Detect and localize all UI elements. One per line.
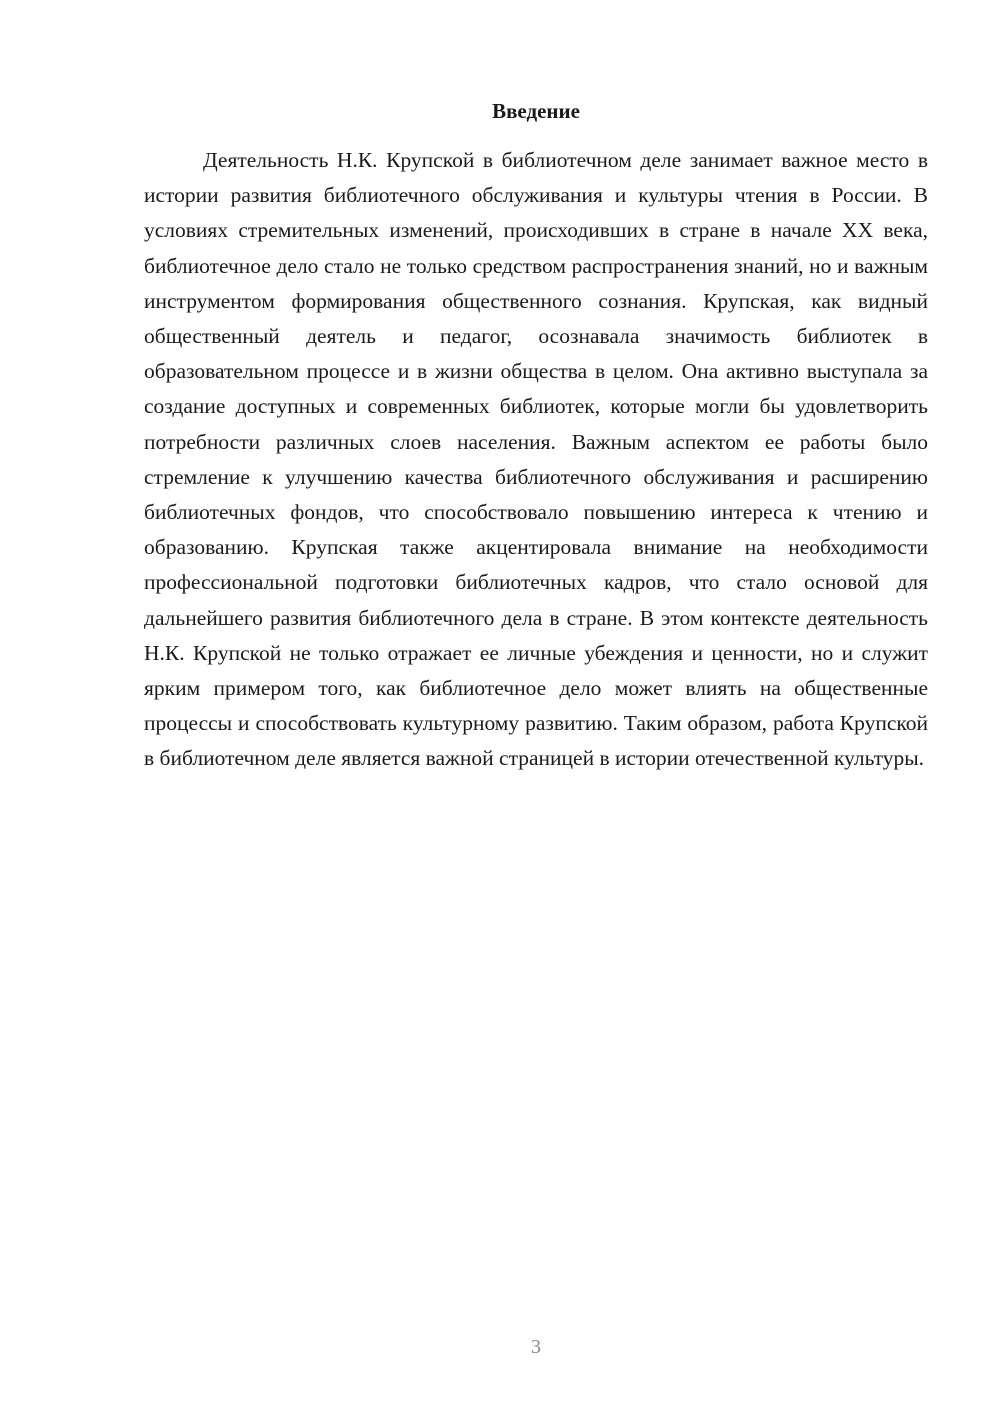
body-paragraph: Деятельность Н.К. Крупской в библиотечном деле занимает важное место в истории развития библиотечного обслуживания и культуры чтения в России. В условиях стремительных изменений, происходивших в стране в начале XX века, библиотечное дело стало не только средством распространения знаний, но и важным инструментом формирования общественного сознания. Крупская, как видный общественный деятель и педагог, осознавала значимость библиотек в образовательном процессе и в жизни общества в целом. Она активно выступала за создание доступных и современных библиотек, которые могли бы удовлетворить потребности различных слоев населения. Важным аспектом ее работы было стремление к улучшению качества библиотечного обслуживания и расширению библиотечных фондов, что способствовало повышению интереса к чтению и образованию. Крупская также акцентировала внимание на необходимости профессиональной подготовки библиотечных кадров, что стало основой для дальнейшего развития библиотечного дела в стране. В этом контексте деятельность Н.К. Крупской не только отражает ее личные убеждения и ценности, но и служит ярким примером того, как библиотечное дело может влиять на общественные процессы и способствовать культурному развитию. Таким образом, работа Крупской в библиотечном деле является важной страницей в истории отечественной культуры. <box>144 148 928 771</box>
page-heading: Введение <box>492 99 580 123</box>
page-number: 3 <box>531 1336 541 1358</box>
